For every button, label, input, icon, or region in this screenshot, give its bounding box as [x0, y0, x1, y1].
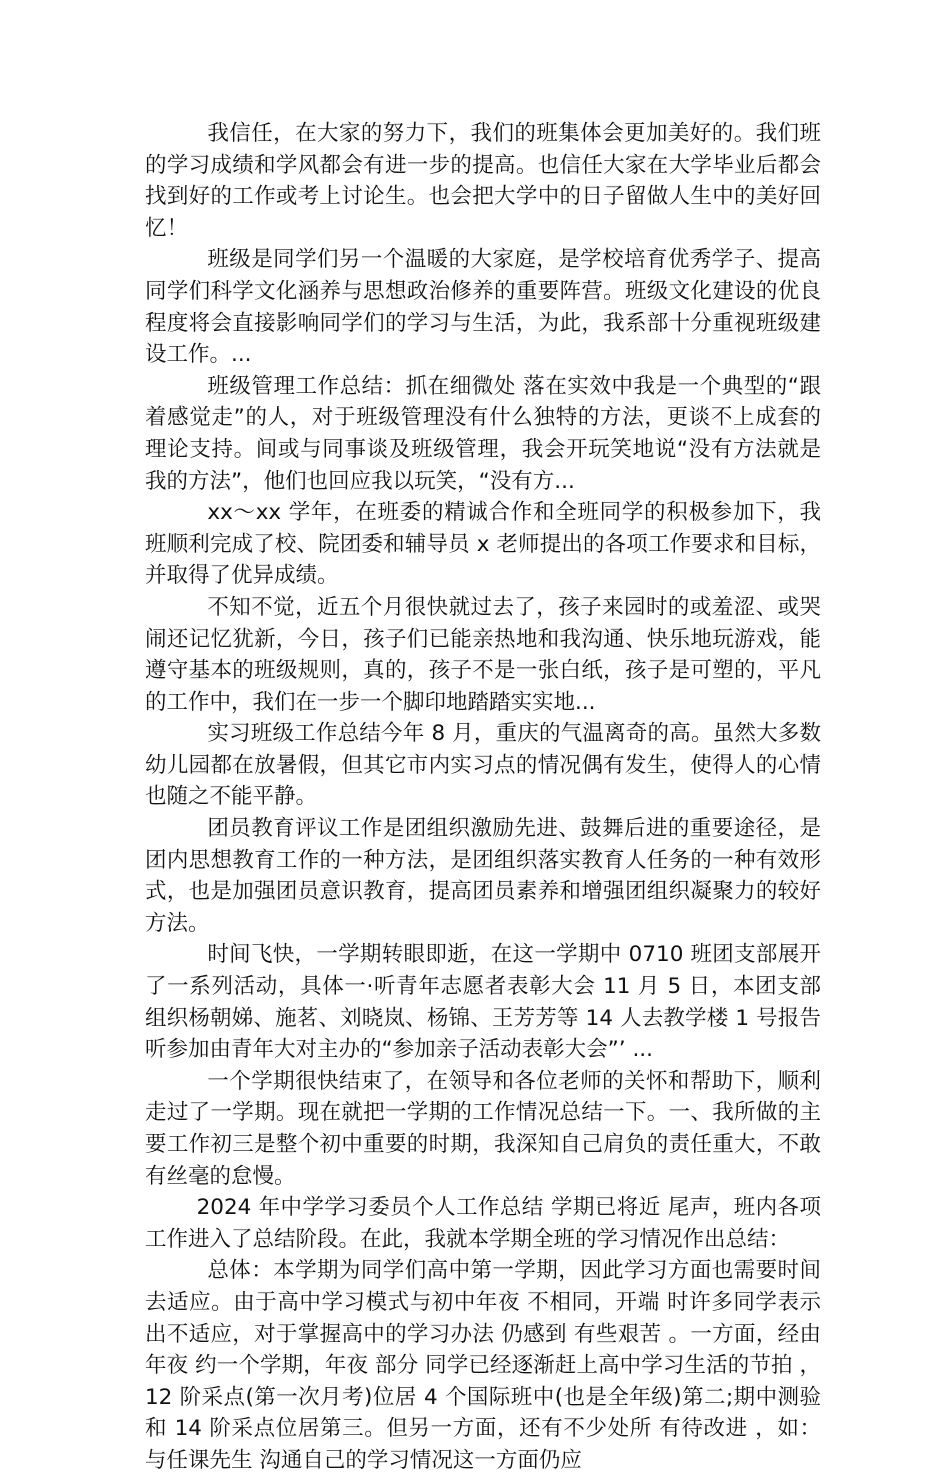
paragraph: 2024 年中学学习委员个人工作总结 学期已将近 尾声，班内各项工作进入了总结阶段。在此，我就本学期全班的学习情况作出总结：: [145, 1195, 821, 1252]
paragraph: 我信任，在大家的努力下，我们的班集体会更加美好的。我们班的学习成绩和学风都会有进一步的提高。也信任大家在大学毕业后都会找到好的工作或考上讨论生。也会把大学中的日子留做人生中的美好回忆！: [145, 121, 821, 241]
paragraph: 总体：本学期为同学们高中第一学期，因此学习方面也需要时间去适应。由于高中学习模式与初中年夜 不相同，开端 时许多同学表示 出不适应，对于掌握高中的学习办法 仍感到 有些艰苦 。一方面，经由 年夜 约一个学期，年夜 部分 同学已经逐渐赶上高中学习生活的节拍 ，12 阶采点(第一次月考)位居 4 个国际班中(也是全年级)第二;期中测验 和 14 阶采点位居第三。但另一方面，还有不少处所 有待改进 ，如：与任课先生 沟通自己的学习情况这一方面仍应: [145, 1258, 821, 1473]
paragraph: 不知不觉，近五个月很快就过去了，孩子来园时的或羞涩、或哭闹还记忆犹新，今日，孩子们已能亲热地和我沟通、快乐地玩游戏，能遵守基本的班级规则，真的，孩子不是一张白纸，孩子是可塑的，平凡的工作中，我们在一步一个脚印地踏踏实实地...: [145, 594, 821, 715]
paragraph: 时间飞快，一学期转眼即逝，在这一学期中 0710 班团支部展开了一系列活动，具体一·听青年志愿者表彰大会 11 月 5 日，本团支部组织杨朝娣、施茗、刘晓岚、杨锦、王芳芳等 14 人去教学楼 1 号报告听参加由青年大对主办的“参加亲子活动表彰大会”’ ...: [145, 942, 821, 1063]
paragraph: 一个学期很快结束了，在领导和各位老师的关怀和帮助下，顺利走过了一学期。现在就把一学期的工作情况总结一下。一、我所做的主要工作初三是整个初中重要的时期，我深知自己肩负的责任重大，不敢有丝毫的怠慢。: [145, 1068, 821, 1189]
paragraph: 班级是同学们另一个温暖的大家庭，是学校培育优秀学子、提高同学们科学文化涵养与思想政治修养的重要阵营。班级文化建设的优良程度将会直接影响同学们的学习与生活，为此，我系部十分重视班级建设工作。...: [145, 247, 821, 368]
paragraph: 实习班级工作总结今年 8 月，重庆的气温离奇的高。虽然大多数幼儿园都在放暑假，但其它市内实习点的情况偶有发生，使得人的心情也随之不能平静。: [145, 721, 821, 810]
paragraph: 班级管理工作总结：抓在细微处 落在实效中我是一个典型的“跟着感觉走”的人，对于班级管理没有什么独特的方法，更谈不上成套的理论支持。间或与同事谈及班级管理，我会开玩笑地说“没有方法就是我的方法”，他们也回应我以玩笑，“没有方...: [145, 373, 821, 494]
paragraph: 团员教育评议工作是团组织激励先进、鼓舞后进的重要途径，是团内思想教育工作的一种方法，是团组织落实教育人任务的一种有效形式，也是加强团员意识教育，提高团员素养和增强团组织凝聚力的较好方法。: [145, 816, 821, 936]
paragraph: xx～xx 学年，在班委的精诚合作和全班同学的积极参加下，我班顺利完成了校、院团委和辅导员 x 老师提出的各项工作要求和目标，并取得了优异成绩。: [145, 500, 821, 589]
document-body: [145, 118, 821, 1477]
